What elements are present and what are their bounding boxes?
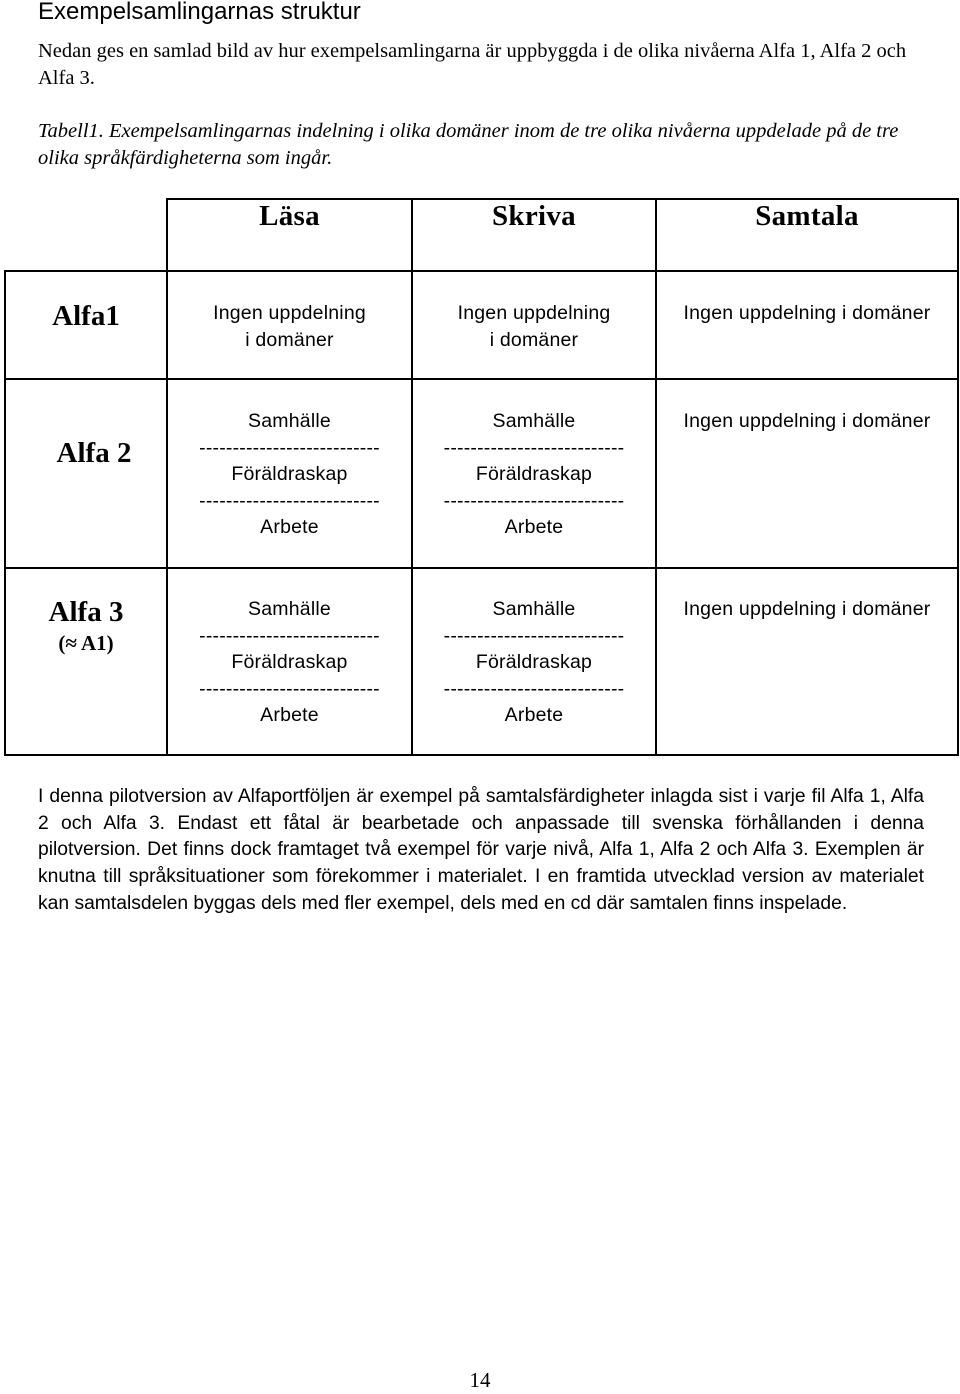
cell-line: i domäner [245,328,334,351]
table-border-right [957,198,959,756]
row-header-alfa1 [6,300,166,333]
row-header-alfa3 [6,596,166,656]
cell-line: Samhälle [492,410,576,432]
cell-line: --------------------------- [443,624,625,647]
section-heading: Exempelsamlingarnas struktur [38,0,361,25]
cell-line: Samhälle [492,598,576,620]
page-number: 14 [469,1368,491,1392]
cell-alfa2-lasa [168,408,411,541]
table-border-bottom [4,754,959,756]
table-rule-1 [4,270,959,272]
cell-line: Samhälle [248,410,331,432]
cell-line: Föräldraskap [231,651,348,673]
cell-line: Ingen uppdelning i domäner [683,302,931,324]
cell-line: --------------------------- [443,677,625,700]
cell-line: --------------------------- [443,489,625,512]
cell-line: Ingen uppdelning i domäner [683,410,931,432]
cell-line: --------------------------- [199,436,380,459]
cell-alfa2-skriva [413,408,655,541]
cell-line: Arbete [504,516,564,538]
row-header-alfa2 [6,437,182,470]
cell-line: Arbete [504,704,564,726]
row-sublabel: (≈ A1) [58,631,114,655]
cell-line: --------------------------- [199,489,380,512]
row-label: Alfa 2 [56,437,132,469]
cell-line: Ingen uppdelning [213,302,366,324]
cell-line: Ingen uppdelning i domäner [683,598,931,620]
cell-line: Föräldraskap [475,651,593,673]
table-caption: Tabell1. Exempelsamlingarnas indelning i olika domäner inom de tre olika nivåerna uppdelade på de tre olika språkfärdigheterna som ingår. [38,120,899,169]
cell-alfa1-skriva [413,300,655,353]
table-rule-2 [4,378,959,380]
cell-alfa3-samtala [657,596,957,623]
column-header-skriva: Skriva [492,200,576,232]
column-header-lasa: Läsa [259,200,320,232]
cell-line: --------------------------- [199,677,380,700]
table-border-left [4,270,6,756]
cell-line: Ingen uppdelning [457,302,611,324]
column-header-samtala: Samtala [755,200,859,232]
cell-line: --------------------------- [443,436,625,459]
cell-line: --------------------------- [199,624,380,647]
cell-alfa3-lasa [168,596,411,729]
table-rule-3 [4,567,959,569]
cell-line: Samhälle [248,598,331,620]
cell-alfa3-skriva [413,596,655,729]
cell-line: Föräldraskap [475,463,593,485]
cell-alfa1-lasa [168,300,411,353]
row-label: Alfa 3 [48,596,124,628]
table-divider-3 [655,198,657,756]
cell-line: Arbete [260,516,319,538]
cell-line: i domäner [489,328,579,351]
intro-paragraph: Nedan ges en samlad bild av hur exempelsamlingarna är uppbyggda i de olika nivåerna Alfa 1, Alfa 2 och Alfa 3. [38,40,907,89]
row-label: Alfa1 [52,300,120,332]
cell-line: Arbete [260,704,319,726]
cell-line: Föräldraskap [231,463,348,485]
body-paragraph: I denna pilotversion av Alfaportföljen är exempel på samtalsfärdigheter inlagda sist i varje fil Alfa 1, Alfa 2 och Alfa 3. Endast ett fåtal är bearbetade och anpassade till svenska förhållanden i denna pilotversion. Det finns dock framtaget två exempel för varje nivå, Alfa 1, Alfa 2 och Alfa 3. Exemplen är knutna till språksituationer som förekommer i materialet. I en framtida utvecklad version av materialet kan samtalsdelen byggas dels med fler exempel, dels med en cd där samtalen finns inspelade. [38,786,924,914]
cell-alfa1-samtala [657,300,957,327]
cell-alfa2-samtala [657,408,957,435]
